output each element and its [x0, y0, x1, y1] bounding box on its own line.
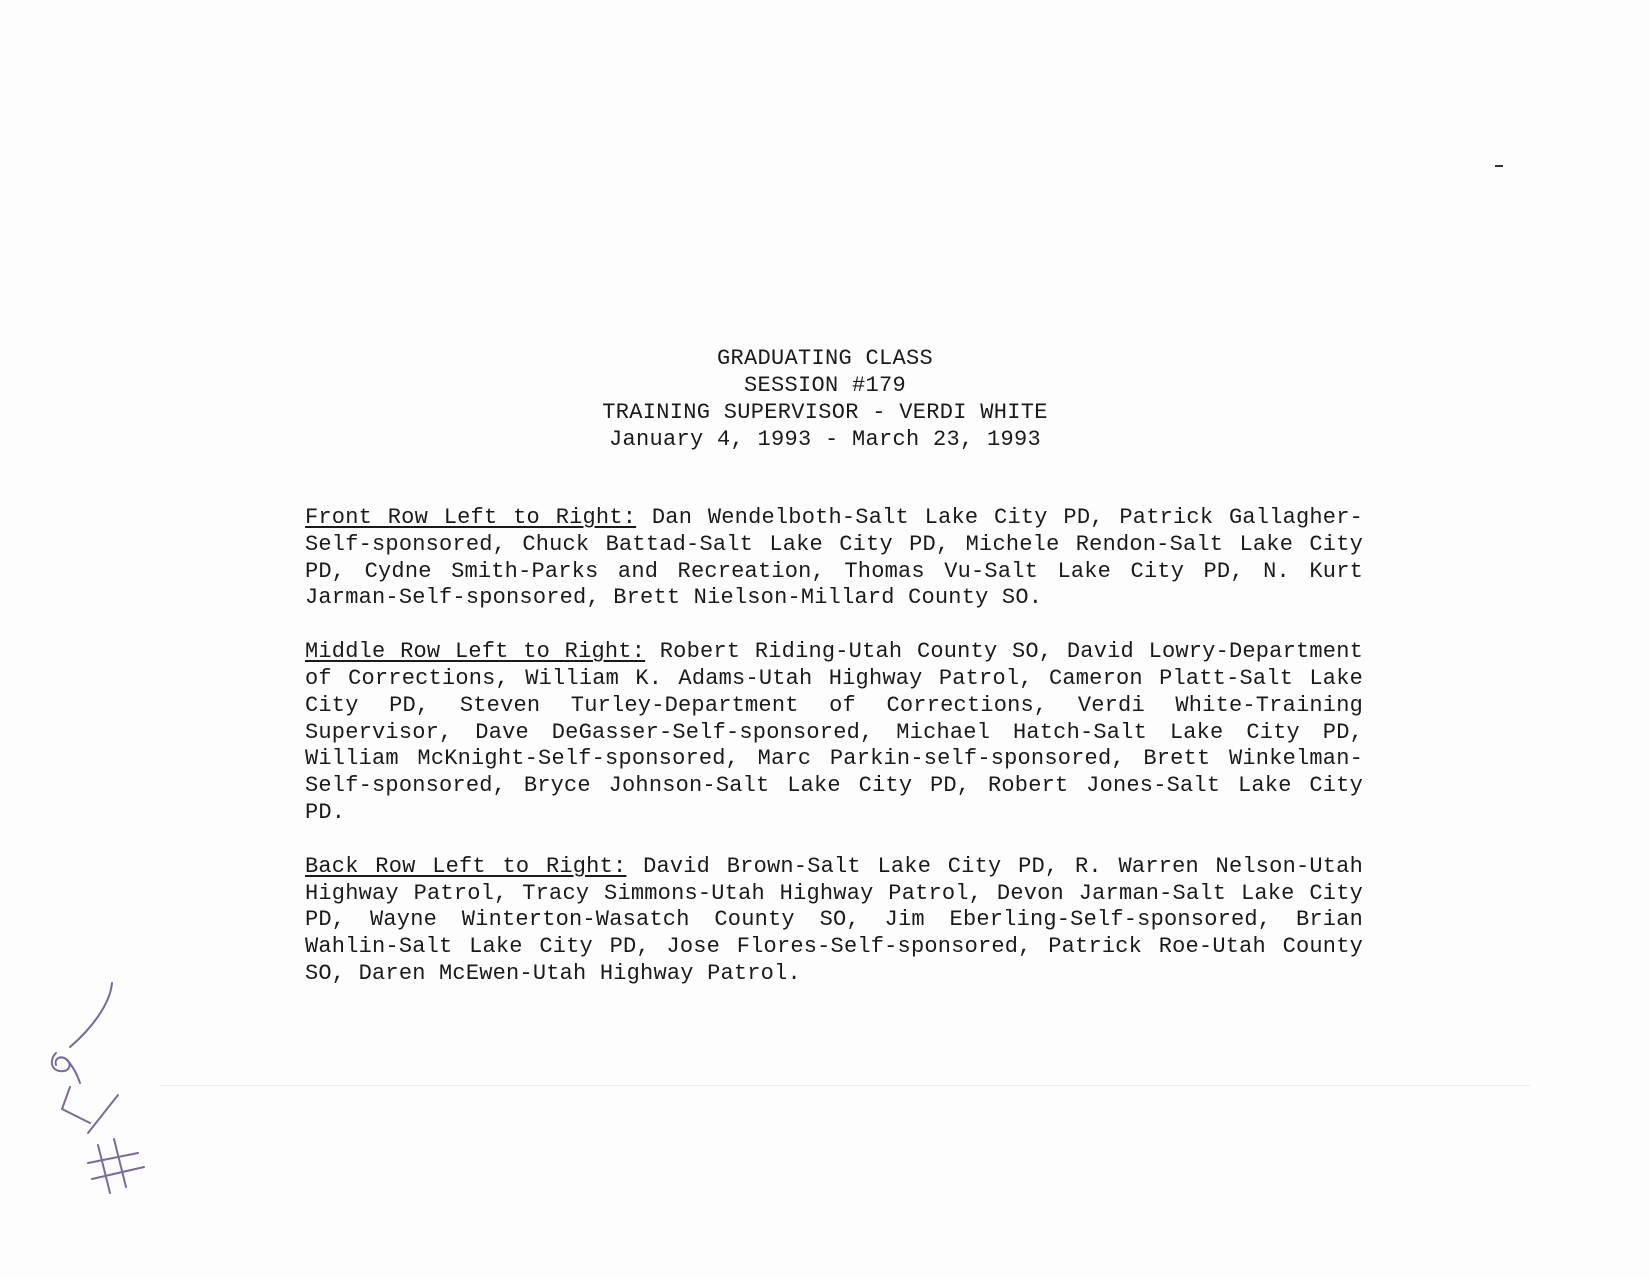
- stray-ink-mark: [1495, 165, 1503, 167]
- back-row-names: David Brown-Salt Lake City PD, R. Warren Nelson-Utah Highway Patrol, Tracy Simmons-Utah Highway Patrol, Devon Jarman-Salt Lake City PD, Wayne Winterton-Wasatch County SO, Jim Eberling-Self-sponsored, Brian Wahlin-Salt Lake City PD, Jose Flores-Self-sponsored, Patrick Roe-Utah County SO, Daren McEwen-Utah Highway Patrol.: [305, 853, 1363, 986]
- header-dates: January 4, 1993 - March 23, 1993: [608, 427, 1042, 452]
- front-row-paragraph: [305, 505, 1363, 612]
- header-title: GRADUATING CLASS: [716, 346, 934, 371]
- back-row-paragraph: [305, 854, 1363, 988]
- handwritten-note-icon: [40, 975, 160, 1200]
- document-header: [0, 345, 1650, 453]
- header-session: SESSION #179: [743, 373, 907, 398]
- header-supervisor: TRAINING SUPERVISOR - VERDI WHITE: [602, 400, 1048, 425]
- front-row-label: Front Row Left to Right:: [305, 505, 637, 530]
- back-row-label: Back Row Left to Right:: [305, 853, 627, 879]
- middle-row-paragraph: [305, 639, 1363, 827]
- middle-row-names: Robert Riding-Utah County SO, David Lowry-Department of Corrections, William K. Adams-Utah Highway Patrol, Cameron Platt-Salt Lake City PD, Steven Turley-Department of Corrections, Verdi White-Training Supervisor, Dave DeGasser-Self-sponsored, Michael Hatch-Salt Lake City PD, William McKnight-Self-sponsored, Marc Parkin-self-sponsored, Brett Winkelman-Self-sponsored, Bryce Johnson-Salt Lake City PD, Robert Jones-Salt Lake City PD.: [305, 639, 1363, 825]
- sheet-edge-line: [160, 1085, 1530, 1086]
- document-body: [305, 505, 1363, 1015]
- front-row-names: Dan Wendelboth-Salt Lake City PD, Patrick Gallagher-Self-sponsored, Chuck Battad-Salt Lake City PD, Michele Rendon-Salt Lake City PD, Cydne Smith-Parks and Recreation, Thomas Vu-Salt Lake City PD, N. Kurt Jarman-Self-sponsored, Brett Nielson-Millard County SO.: [305, 505, 1364, 611]
- middle-row-label: Middle Row Left to Right:: [305, 639, 646, 665]
